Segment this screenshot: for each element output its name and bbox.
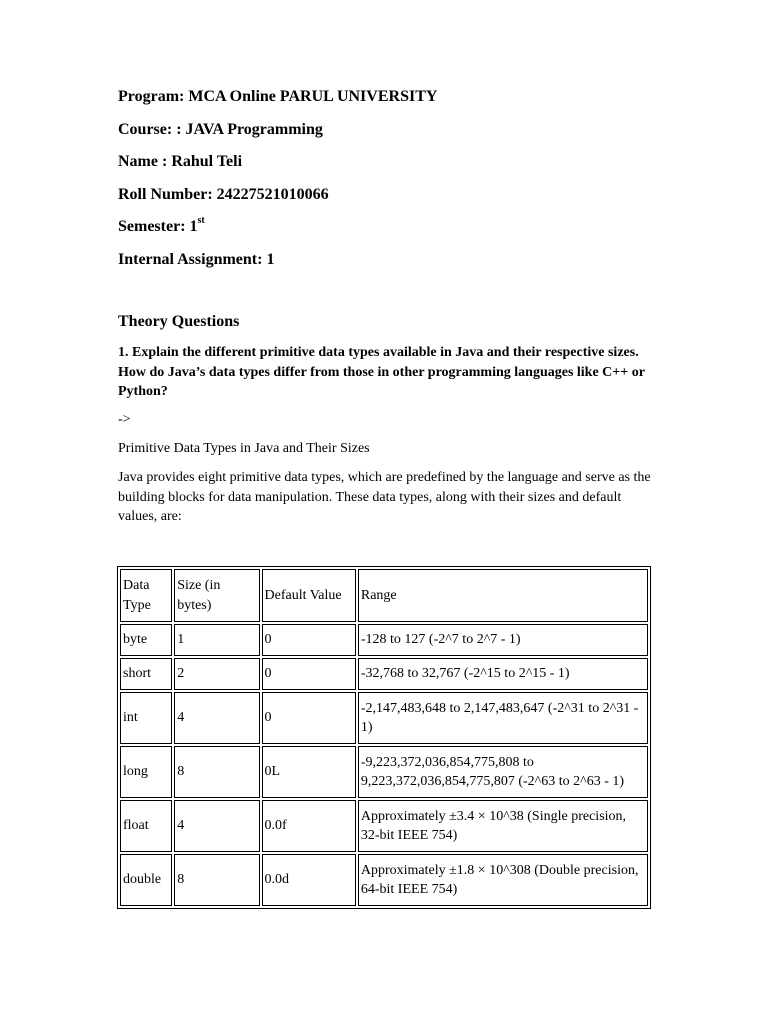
answer-arrow: -> — [118, 412, 131, 427]
table-cell: 0L — [262, 746, 356, 798]
section-title: Theory Questions — [118, 313, 240, 330]
assignment-line: Internal Assignment: 1 — [118, 251, 275, 268]
table-header-row — [120, 569, 648, 622]
table-cell: 0 — [262, 692, 356, 744]
header-cell-default-value: Default Value — [262, 569, 356, 622]
name-line: Name : Rahul Teli — [118, 153, 243, 170]
table-cell: float — [120, 800, 172, 852]
header-cell-data-type: Data Type — [120, 569, 172, 622]
table-cell: long — [120, 746, 172, 798]
data-types-table — [117, 566, 651, 909]
program-line: Program: MCA Online PARUL UNIVERSITY — [118, 88, 438, 105]
table-cell: 0.0f — [262, 800, 356, 852]
roll-number-line: Roll Number: 24227521010066 — [118, 186, 329, 203]
table-cell: 4 — [174, 692, 259, 744]
table-cell: 0.0d — [262, 854, 356, 906]
course-line: Course: : JAVA Programming — [118, 121, 323, 138]
question-text: 1. Explain the different primitive data types available in Java and their respective sizes. How do Java’s data types differ from those in other programming languages like C++ or Python? — [118, 345, 645, 399]
answer-subheading: Primitive Data Types in Java and Their Sizes — [118, 441, 370, 456]
table-row — [120, 692, 648, 744]
table-cell: 8 — [174, 854, 259, 906]
table-cell: 0 — [262, 624, 356, 656]
table-cell: 4 — [174, 800, 259, 852]
table-row — [120, 854, 648, 906]
answer-paragraph: Java provides eight primitive data types, which are predefined by the language and serve as the building blocks for data manipulation. These data types, along with their sizes and default values, are: — [118, 470, 651, 524]
table-row — [120, 624, 648, 656]
table-cell: Approximately ±1.8 × 10^308 (Double precision, 64-bit IEEE 754) — [358, 854, 648, 906]
table-cell: -128 to 127 (-2^7 to 2^7 - 1) — [358, 624, 648, 656]
table-cell: -2,147,483,648 to 2,147,483,647 (-2^31 to 2^31 - 1) — [358, 692, 648, 744]
table-row — [120, 800, 648, 852]
semester-text: Semester: 1 — [118, 218, 198, 235]
table-cell: 2 — [174, 658, 259, 690]
table-cell: 8 — [174, 746, 259, 798]
table-cell: byte — [120, 624, 172, 656]
table-row — [120, 746, 648, 798]
semester-superscript: st — [197, 214, 205, 226]
table-cell: 0 — [262, 658, 356, 690]
table-cell: -9,223,372,036,854,775,808 to 9,223,372,036,854,775,807 (-2^63 to 2^63 - 1) — [358, 746, 648, 798]
table-cell: -32,768 to 32,767 (-2^15 to 2^15 - 1) — [358, 658, 648, 690]
header-cell-size: Size (in bytes) — [174, 569, 259, 622]
table-row — [120, 658, 648, 690]
table-cell: double — [120, 854, 172, 906]
semester-line — [118, 214, 205, 237]
header-cell-range: Range — [358, 569, 648, 622]
table-cell: short — [120, 658, 172, 690]
table-cell: Approximately ±3.4 × 10^38 (Single precision, 32-bit IEEE 754) — [358, 800, 648, 852]
table-cell: 1 — [174, 624, 259, 656]
table-cell: int — [120, 692, 172, 744]
